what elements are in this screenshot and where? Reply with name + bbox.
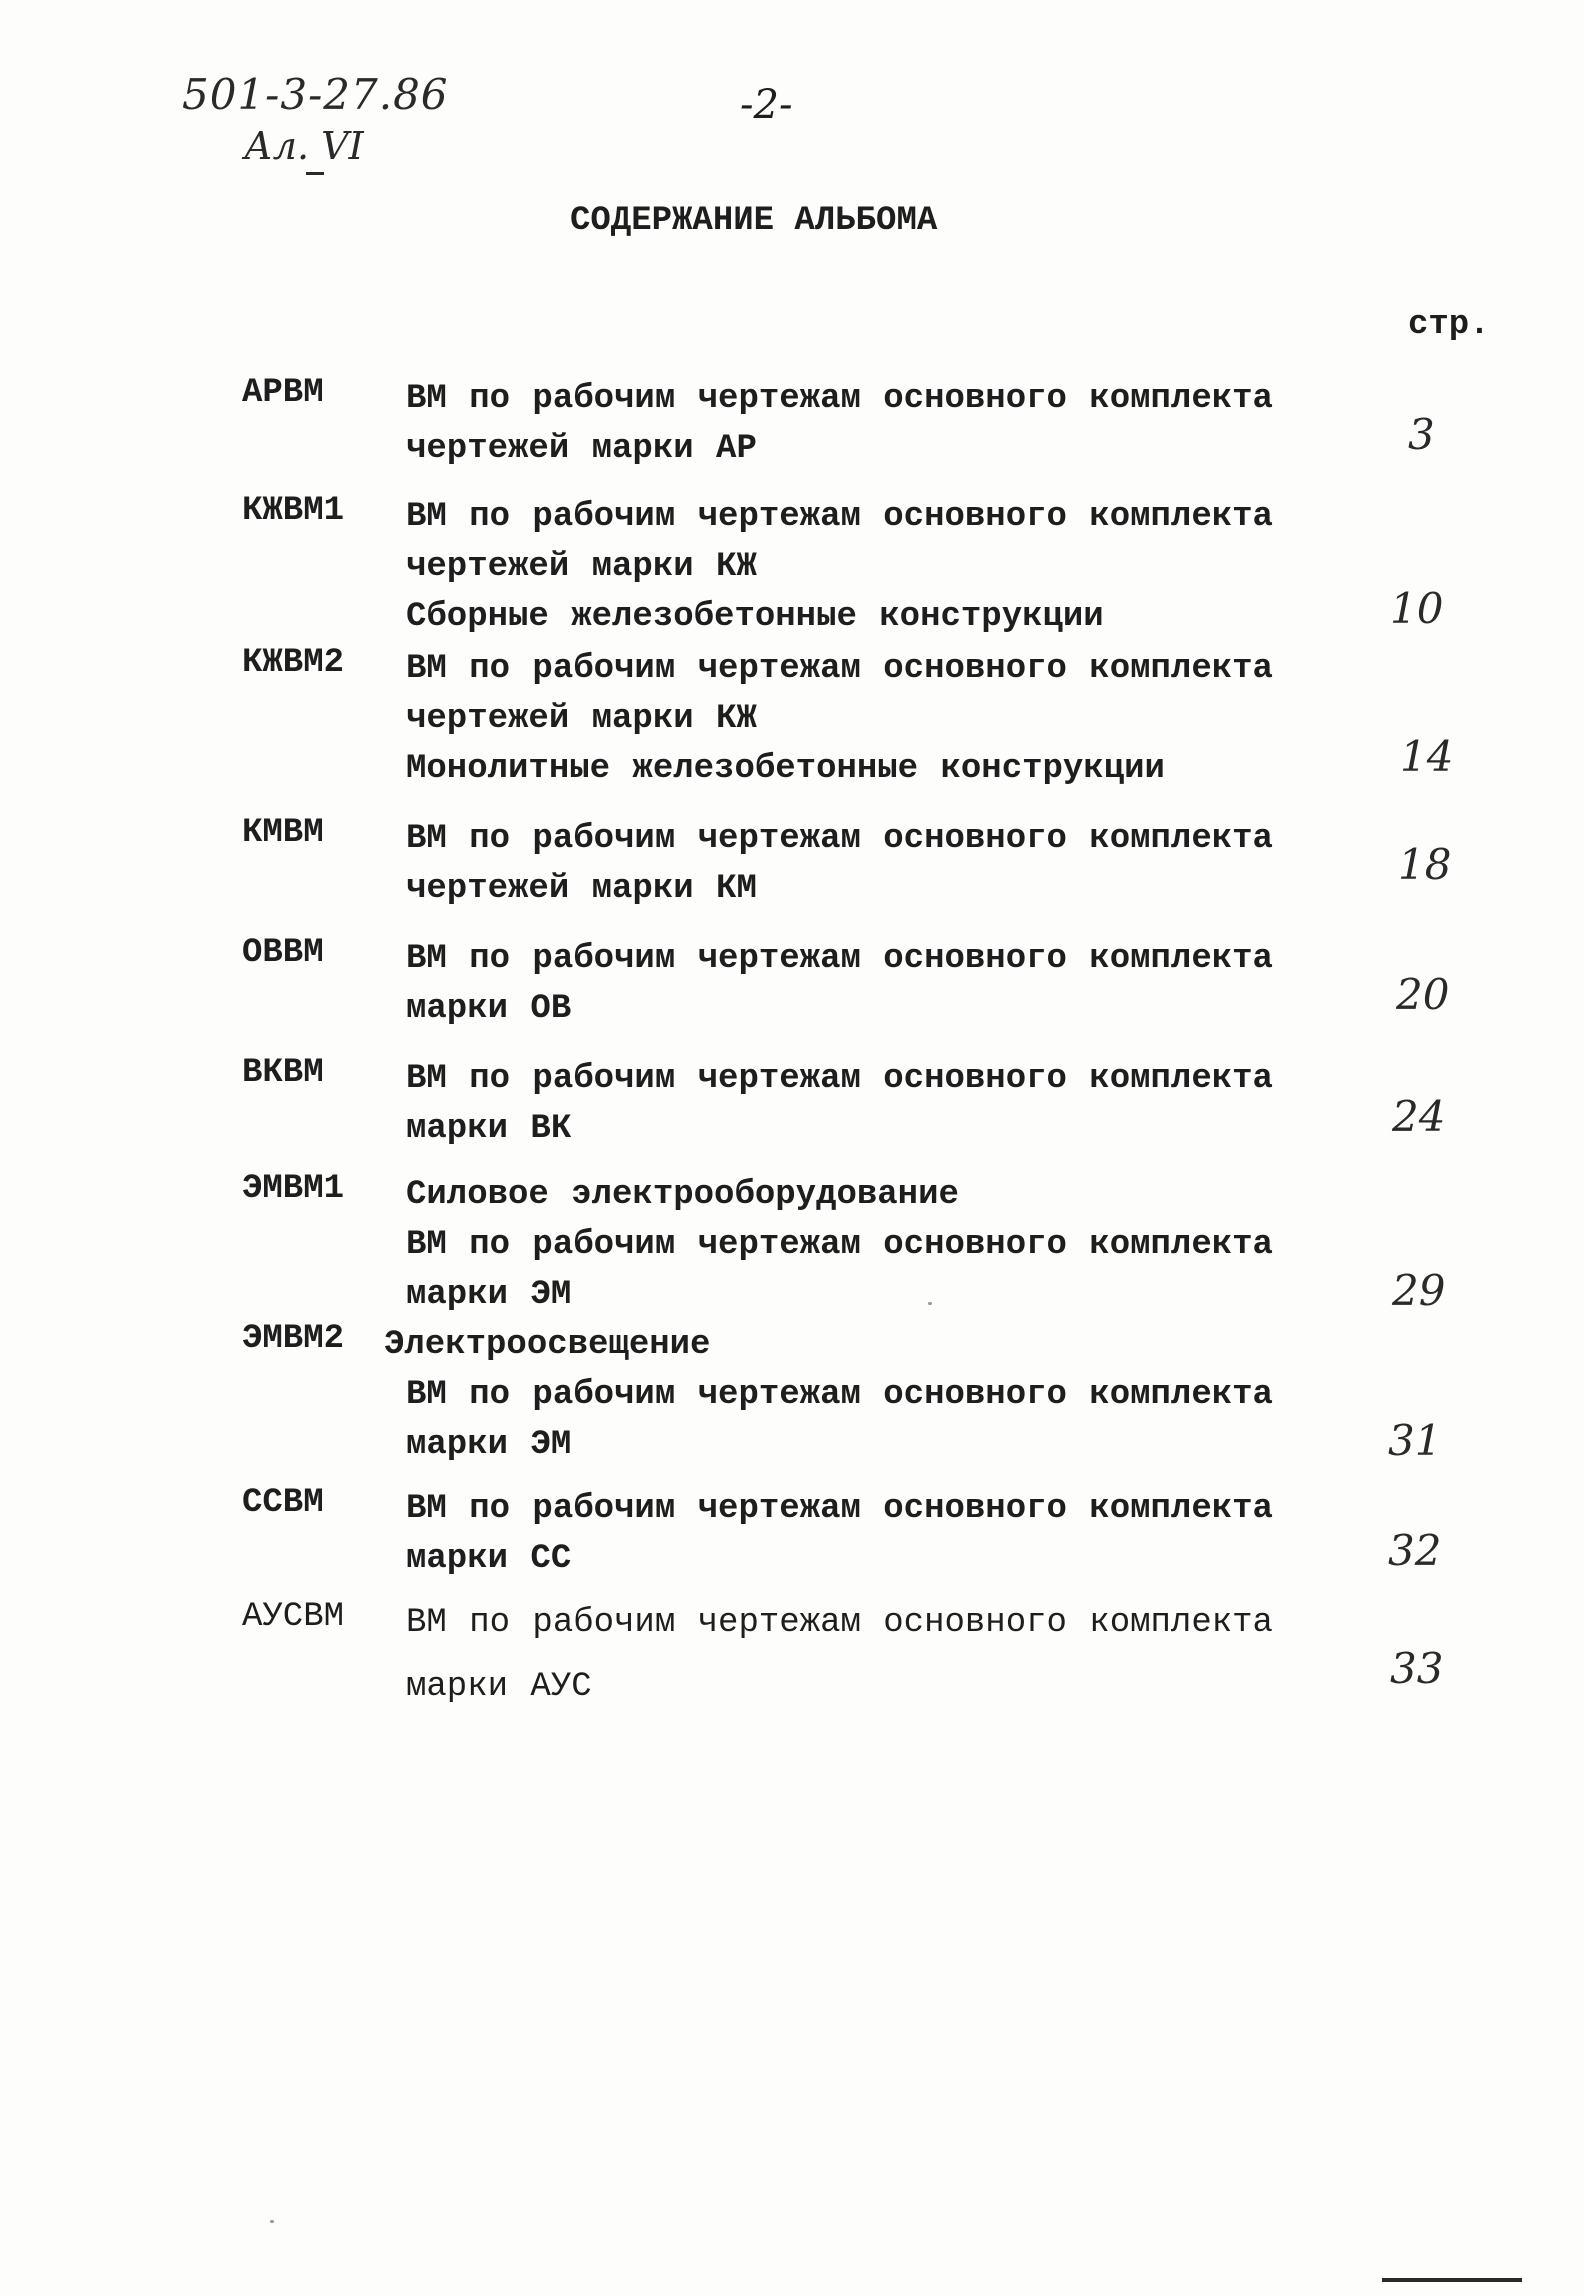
sheet-label: Ал. VI bbox=[244, 124, 364, 168]
entry-code: ЭМВМ1 bbox=[242, 1170, 345, 1208]
entry-page: 14 bbox=[1400, 732, 1454, 781]
entry-description bbox=[406, 1598, 1273, 1712]
sheet-label-underline bbox=[306, 172, 324, 175]
entry-line: марки ЭМ bbox=[406, 1276, 572, 1314]
entry-description bbox=[406, 814, 1273, 914]
entry-description bbox=[406, 492, 1273, 642]
entry-page: 33 bbox=[1390, 1644, 1444, 1693]
document-code: 501-3-27.86 bbox=[182, 70, 449, 119]
entry-line: марки ОВ bbox=[406, 990, 572, 1028]
album-title: СОДЕРЖАНИЕ АЛЬБОМА bbox=[570, 202, 938, 240]
entry-line: Монолитные железобетонные конструкции bbox=[406, 750, 1165, 788]
entry-line: марки ЭМ bbox=[406, 1426, 572, 1464]
entry-description bbox=[406, 934, 1273, 1034]
entry-code: ОВВМ bbox=[242, 934, 324, 972]
entry-line: чертежей марки КЖ bbox=[406, 548, 757, 586]
entry-page: 24 bbox=[1392, 1092, 1446, 1141]
entry-page: 29 bbox=[1392, 1266, 1446, 1315]
entry-line: ВМ по рабочим чертежам основного комплекта bbox=[406, 1060, 1273, 1098]
entry-line: марки АУС bbox=[406, 1668, 592, 1706]
entry-code: КЖВМ2 bbox=[242, 644, 345, 682]
entry-line: Электроосвещение bbox=[384, 1326, 711, 1364]
page-column-header: стр. bbox=[1408, 306, 1490, 344]
entry-line: ВМ по рабочим чертежам основного комплекта bbox=[406, 1376, 1273, 1414]
entry-description bbox=[406, 1170, 1273, 1320]
entry-line: марки ВК bbox=[406, 1110, 572, 1148]
entry-page: 20 bbox=[1396, 970, 1450, 1019]
entry-line: ВМ по рабочим чертежам основного комплекта bbox=[406, 820, 1273, 858]
entry-line: ВМ по рабочим чертежам основного комплекта bbox=[406, 1226, 1273, 1264]
entry-page: 32 bbox=[1388, 1526, 1442, 1575]
entry-line: чертежей марки АР bbox=[406, 430, 757, 468]
entry-line: ВМ по рабочим чертежам основного комплекта bbox=[406, 380, 1273, 418]
entry-line: ВМ по рабочим чертежам основного комплекта bbox=[406, 940, 1273, 978]
scan-speck bbox=[928, 1302, 932, 1305]
entry-code: КЖВМ1 bbox=[242, 492, 345, 530]
page-number: -2- bbox=[740, 82, 793, 128]
entry-line: чертежей марки КМ bbox=[406, 870, 757, 908]
entry-page: 3 bbox=[1408, 410, 1435, 459]
entry-description bbox=[384, 1320, 1273, 1470]
entry-line: ВМ по рабочим чертежам основного комплекта bbox=[406, 1490, 1273, 1528]
entry-code: ВКВМ bbox=[242, 1054, 324, 1092]
entry-line: ВМ по рабочим чертежам основного комплекта bbox=[406, 498, 1273, 536]
entry-code: АРВМ bbox=[242, 374, 324, 412]
entry-code: АУСВМ bbox=[242, 1598, 345, 1636]
entry-description bbox=[406, 1054, 1273, 1154]
entry-line: ВМ по рабочим чертежам основного комплекта bbox=[406, 1604, 1273, 1642]
entry-code: ЭМВМ2 bbox=[242, 1320, 345, 1358]
entry-line: ВМ по рабочим чертежам основного комплекта bbox=[406, 650, 1273, 688]
entry-page: 10 bbox=[1390, 584, 1444, 633]
entry-line: чертежей марки КЖ bbox=[406, 700, 757, 738]
entry-page: 31 bbox=[1388, 1416, 1442, 1465]
scan-speck bbox=[270, 2220, 274, 2223]
entry-description bbox=[406, 374, 1273, 474]
entry-line: Силовое электрооборудование bbox=[406, 1176, 959, 1214]
entry-line: Сборные железобетонные конструкции bbox=[406, 598, 1104, 636]
entry-page: 18 bbox=[1398, 840, 1452, 889]
entry-line: марки СС bbox=[406, 1540, 572, 1578]
entry-description bbox=[406, 1484, 1273, 1584]
entry-code: ССВМ bbox=[242, 1484, 324, 1522]
entry-description bbox=[406, 644, 1273, 794]
entry-code: КМВМ bbox=[242, 814, 324, 852]
corner-border-mark bbox=[1382, 2278, 1522, 2282]
